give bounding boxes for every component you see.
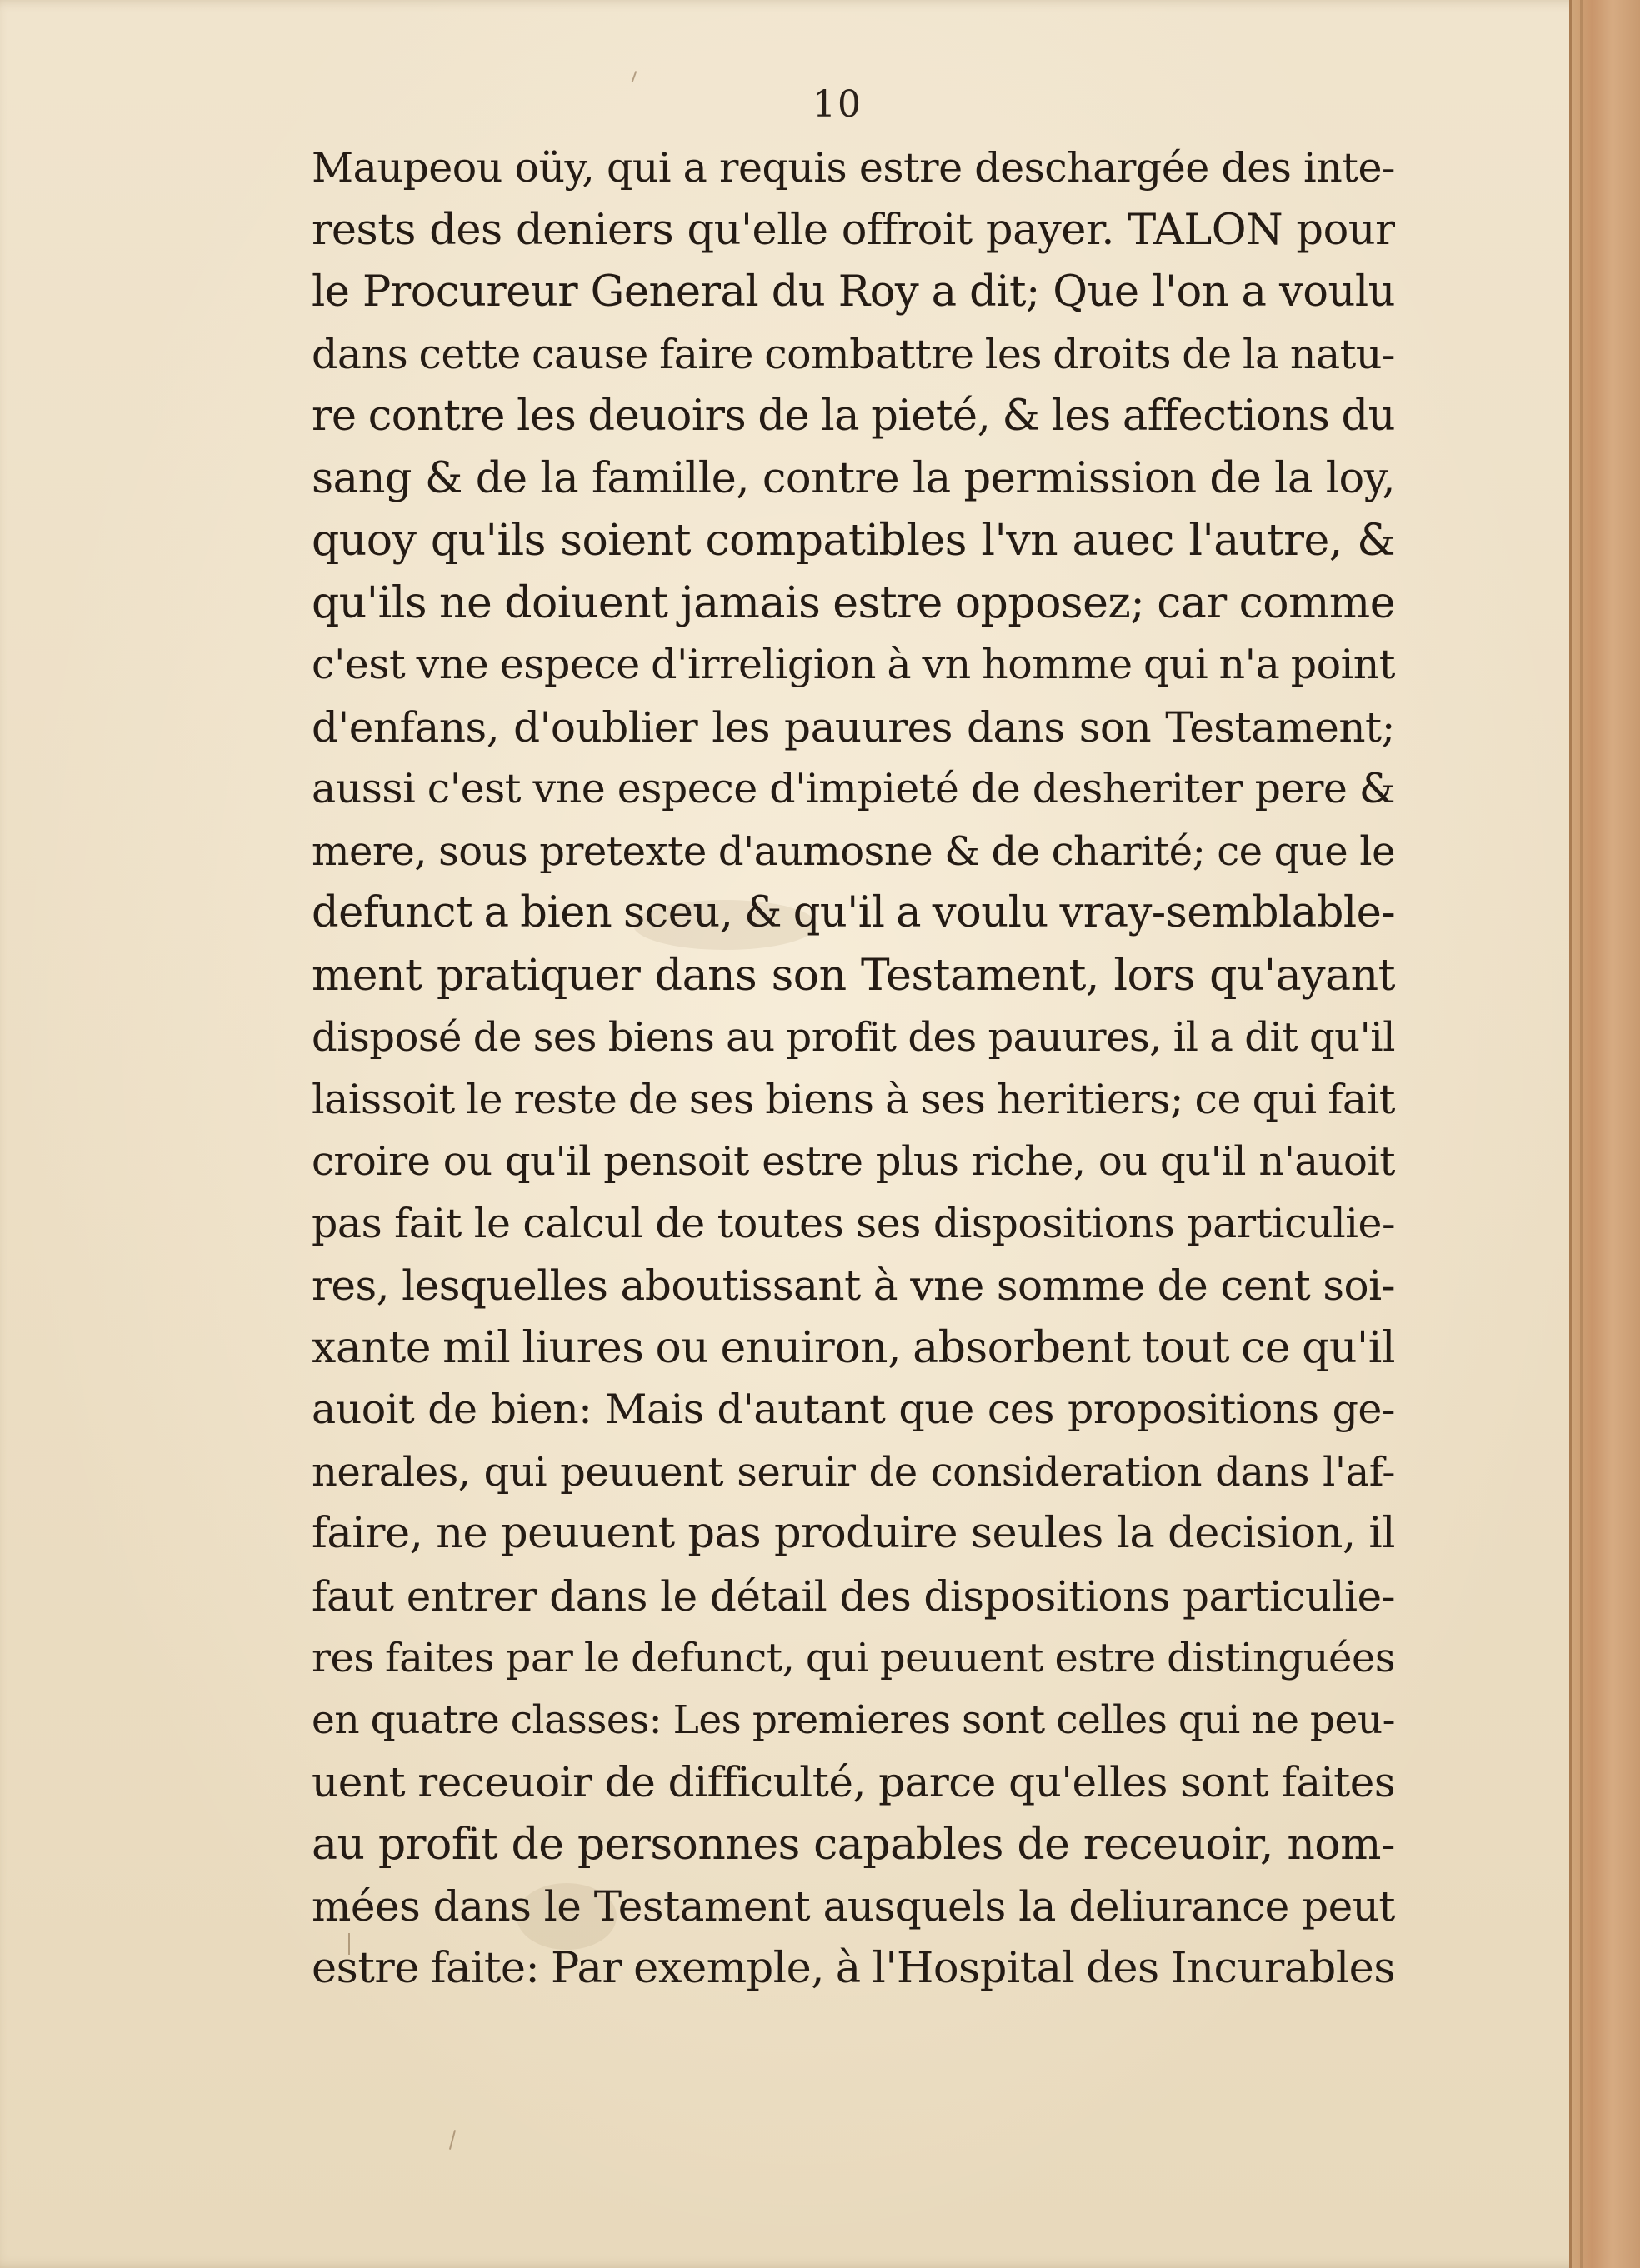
text-line: res, lesquelles aboutissant à vne somme de cent soi- — [312, 1261, 1395, 1310]
text-line: Maupeou oüy, qui a requis estre deschargée des inte- — [312, 144, 1395, 192]
text-line: faut entrer dans le détail des dispositions particulie- — [312, 1571, 1395, 1621]
text-line: re contre les deuoirs de la pieté, & les affections du — [312, 392, 1395, 441]
ink-mark — [632, 71, 638, 82]
text-line: defunct a bien sceu, & qu'il a voulu vray-semblable- — [312, 888, 1395, 937]
page-number: 10 — [812, 83, 862, 126]
text-line: mées dans le Testament ausquels la deliurance peut — [312, 1882, 1395, 1931]
text-line: c'est vne espece d'irreligion à vn homme qui n'a point — [312, 641, 1395, 688]
text-line: res faites par le defunct, qui peuuent estre distinguées — [312, 1635, 1395, 1681]
ink-mark — [449, 2130, 456, 2150]
text-line: mere, sous pretexte d'aumosne & de charité; ce que le — [312, 827, 1395, 875]
text-line: ment pratiquer dans son Testament, lors qu'ayant — [312, 950, 1395, 1001]
text-line: aussi c'est vne espece d'impieté de desheriter pere & — [312, 765, 1395, 812]
text-line: auoit de bien: Mais d'autant que ces propositions ge- — [312, 1386, 1395, 1433]
text-line: uent receuoir de difficulté, parce qu'elles sont faites — [312, 1758, 1395, 1806]
text-line: disposé de ses biens au profit des pauures, il a dit qu'il — [312, 1014, 1395, 1061]
text-line: nerales, qui peuuent seruir de consideration dans l'af- — [312, 1448, 1395, 1496]
text-line: quoy qu'ils soient compatibles l'vn auec l'autre, & — [312, 516, 1395, 566]
text-line: xante mil liures ou enuiron, absorbent tout ce qu'il — [312, 1322, 1395, 1373]
text-line: dans cette cause faire combattre les droits de la natu- — [312, 330, 1395, 378]
text-line: faire, ne peuuent pas produire seules la decision, il — [312, 1509, 1395, 1558]
text-line: pas fait le calcul de toutes ses dispositions particulie- — [312, 1199, 1395, 1247]
text-line: rests des deniers qu'elle offroit payer. TALON pour — [312, 205, 1395, 255]
book-page-edge — [1569, 0, 1640, 2268]
text-line: d'enfans, d'oublier les pauures dans son Testament; — [312, 702, 1395, 752]
text-line: qu'ils ne doiuent jamais estre opposez; car comme — [312, 577, 1395, 628]
text-line: en quatre classes: Les premieres sont celles qui ne peu- — [312, 1696, 1395, 1743]
text-line: croire ou qu'il pensoit estre plus riche, ou qu'il n'auoit — [312, 1138, 1395, 1185]
text-line: sang & de la famille, contre la permission de la loy, — [312, 453, 1395, 503]
text-line: au profit de personnes capables de receuoir, nom- — [312, 1819, 1395, 1870]
body-text — [312, 137, 1395, 2000]
text-line: le Procureur General du Roy a dit; Que l'on a voulu — [312, 267, 1395, 317]
text-line: laissoit le reste de ses biens à ses heritiers; ce qui fait — [312, 1075, 1395, 1123]
text-line: estre faite: Par exemple, à l'Hospital des Incurables — [312, 1943, 1395, 1993]
